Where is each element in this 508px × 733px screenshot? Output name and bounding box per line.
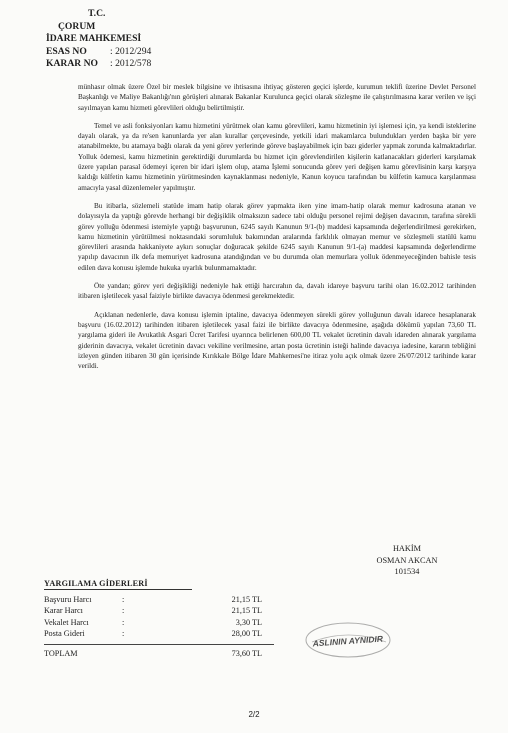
karar-value: : 2012/578 bbox=[110, 58, 152, 70]
document-header bbox=[46, 8, 151, 71]
cost-amount: 21,15 TL bbox=[231, 606, 262, 616]
total-amount: 73,60 TL bbox=[231, 649, 262, 659]
certified-copy-stamp bbox=[304, 620, 392, 660]
cost-row bbox=[44, 628, 274, 639]
costs-table bbox=[44, 578, 274, 659]
esas-label: ESAS NO bbox=[46, 45, 87, 57]
paragraph-5: Açıklanan nedenlerle, dava konusu işlemin iptaline, davacıya ödenmeyen sürekli görev yolluğunun davalı idarece hesaplanarak başvuru (16.02.2012) tarihinden itibaren işletilecek yasal faizi ile birlikte davacıya ödenmesine, aşağıda dökümü yapılan 73,60 TL yargılama gideri ile Avukatlık Asgari Ücret Tarifesi uyarınca belirlenen 600,00 TL vekalet ücretinin davalı idareden alınarak yargılama giderinin davacıya, vekalet ücretinin davacı vekiline verilmesine, artan posta ücretinin isteği halinde davacıya iadesine, kararın tebliğini izleyen günden itibaren 30 gün içerisinde Kırıkkale Bölge İdare Mahkemesi'ne itiraz yolu açık olmak üzere 26/07/2012 tarihinde karar verildi. bbox=[78, 310, 476, 371]
page-number: 2/2 bbox=[248, 710, 260, 719]
judge-title: HAKİM bbox=[392, 544, 422, 553]
stamp-graphic bbox=[304, 620, 392, 660]
cost-row bbox=[44, 594, 274, 605]
total-row bbox=[44, 648, 274, 659]
cost-colon: : bbox=[122, 595, 125, 605]
paragraph-3: Bu itibarla, sözlemeli statüde imam hatip olarak görev yapmakta iken yine imam-hatip olarak memur kadrosuna atanan ve dolayısıyla da yaptığı görevde herhangi bir değişiklik olmaksızın sadece tabi olduğu personel rejimi değişen davacının, tarafına sürekli görev yolluğu ödenmesi istemiyle yaptığı başvurunun, 6245 sayılı Kanunun 9/1-(b) maddesi kapsamında değerlendirilmesi gerekirken, kamu hizmetinin yürütülmesi noktasındaki sorumluluk bakımından aralarında farklılık olmayan memur ve sözleşmeli statülü kamu görevlileri arasında hakkaniyete aykırı sonuçlar doğuracak şekilde 6245 sayılı Kanunun 9/1-(a) maddesi kapsamında değerlendirme yapılıp davacının ilk defa memuriyet kadrosuna atandığından ve bu durumda olan memurlara yolluk ödenmeyeceğinden bahisle tesis edilen dava konusu işlemde hukuka uyarlık bulunmamaktadır. bbox=[78, 201, 476, 272]
city-name: ÇORUM bbox=[58, 20, 96, 32]
judge-signature-block bbox=[352, 543, 462, 578]
cost-row bbox=[44, 617, 274, 628]
judge-name: OSMAN AKCAN bbox=[376, 555, 438, 565]
cost-amount: 28,00 TL bbox=[231, 628, 262, 638]
total-label: TOPLAM bbox=[44, 649, 78, 659]
cost-amount: 3,30 TL bbox=[235, 617, 262, 627]
esas-value: : 2012/294 bbox=[110, 45, 152, 57]
cost-name: Başvuru Harcı bbox=[44, 595, 92, 605]
esas-row bbox=[46, 46, 151, 59]
karar-row bbox=[46, 58, 151, 71]
cost-amount: 21,15 TL bbox=[231, 595, 262, 605]
cost-colon: : bbox=[122, 606, 125, 616]
costs-title: YARGILAMA GİDERLERİ bbox=[44, 578, 192, 590]
karar-label: KARAR NO bbox=[46, 58, 98, 70]
cost-colon: : bbox=[122, 628, 125, 638]
paragraph-2: Temel ve asli fonksiyonları kamu hizmetini yürütmek olan kamu görevlileri, kamu hizmetinin iyi işlemesi için, ya kendi isteklerine dayalı olarak, ya da re'sen kanunlarda yer alan kurallar çerçevesinde, yetkili idari makamlarca bulundukları yerden başka bir yere atanabilmekte, bu atamaya bağlı olarak da yeni görev yerlerinde göreve başlayabilmek için bazı giderler yapmak zorunda kalmaktadırlar. Yolluk ödemesi, kamu hizmetinin gerektirdiği durumlarda bu hizmet için görevlendirilen kişilerin katlanacakları giderleri karşılamak üzere yapılan parasal ödemeyi içeren bir idari işlem olup, atama İşlemi sonucunda görev yeri değişen kamu görevlisinin karşı karşıya kaldığı külfetin kamu hizmetinin yürütmesinden kaynaklanması nedeniyle, Kanun koyucu tarafından bu külfetin kamuca karşılanması amacıyla yasal düzenlemeler yapılmıştır. bbox=[78, 121, 476, 192]
republic-label: T.C. bbox=[88, 8, 106, 19]
court-name: İDARE MAHKEMESİ bbox=[46, 33, 142, 45]
paragraph-4: Öte yandan; görev yeri değişikliği nedeniyle hak ettiği harcırahın da, davalı idareye başvuru tarihi olan 16.02.2012 tarihinden itibaren işletilecek yasal faiziyle birlikte davacıya ödenmesi gerekmektedir. bbox=[78, 282, 476, 301]
judge-number: 101534 bbox=[394, 567, 420, 576]
total-divider bbox=[44, 644, 274, 645]
cost-colon: : bbox=[122, 617, 125, 627]
stamp-text: ASLININ AYNIDIR bbox=[312, 633, 384, 649]
cost-row bbox=[44, 605, 274, 616]
cost-name: Vekalet Harcı bbox=[44, 617, 89, 627]
decision-body bbox=[78, 82, 476, 379]
cost-name: Karar Harcı bbox=[44, 606, 83, 616]
cost-name: Posta Gideri bbox=[44, 628, 85, 638]
paragraph-1: münhasır olmak üzere Özel bir meslek bilgisine ve ihtisasına ihtiyaç gösteren geçici işlerde, kurumun teklifi üzerine Devlet Personel Başkanlığı ve Maliye Bakanlığı'nın görüşleri alınarak Bakanlar Kurulunca geçici olarak sözleşme ile çalıştırılmasına karar verilen ve işçi sayılmayan kamu hizmeti görevlileri olduğu belirtilmiştir. bbox=[78, 83, 476, 112]
